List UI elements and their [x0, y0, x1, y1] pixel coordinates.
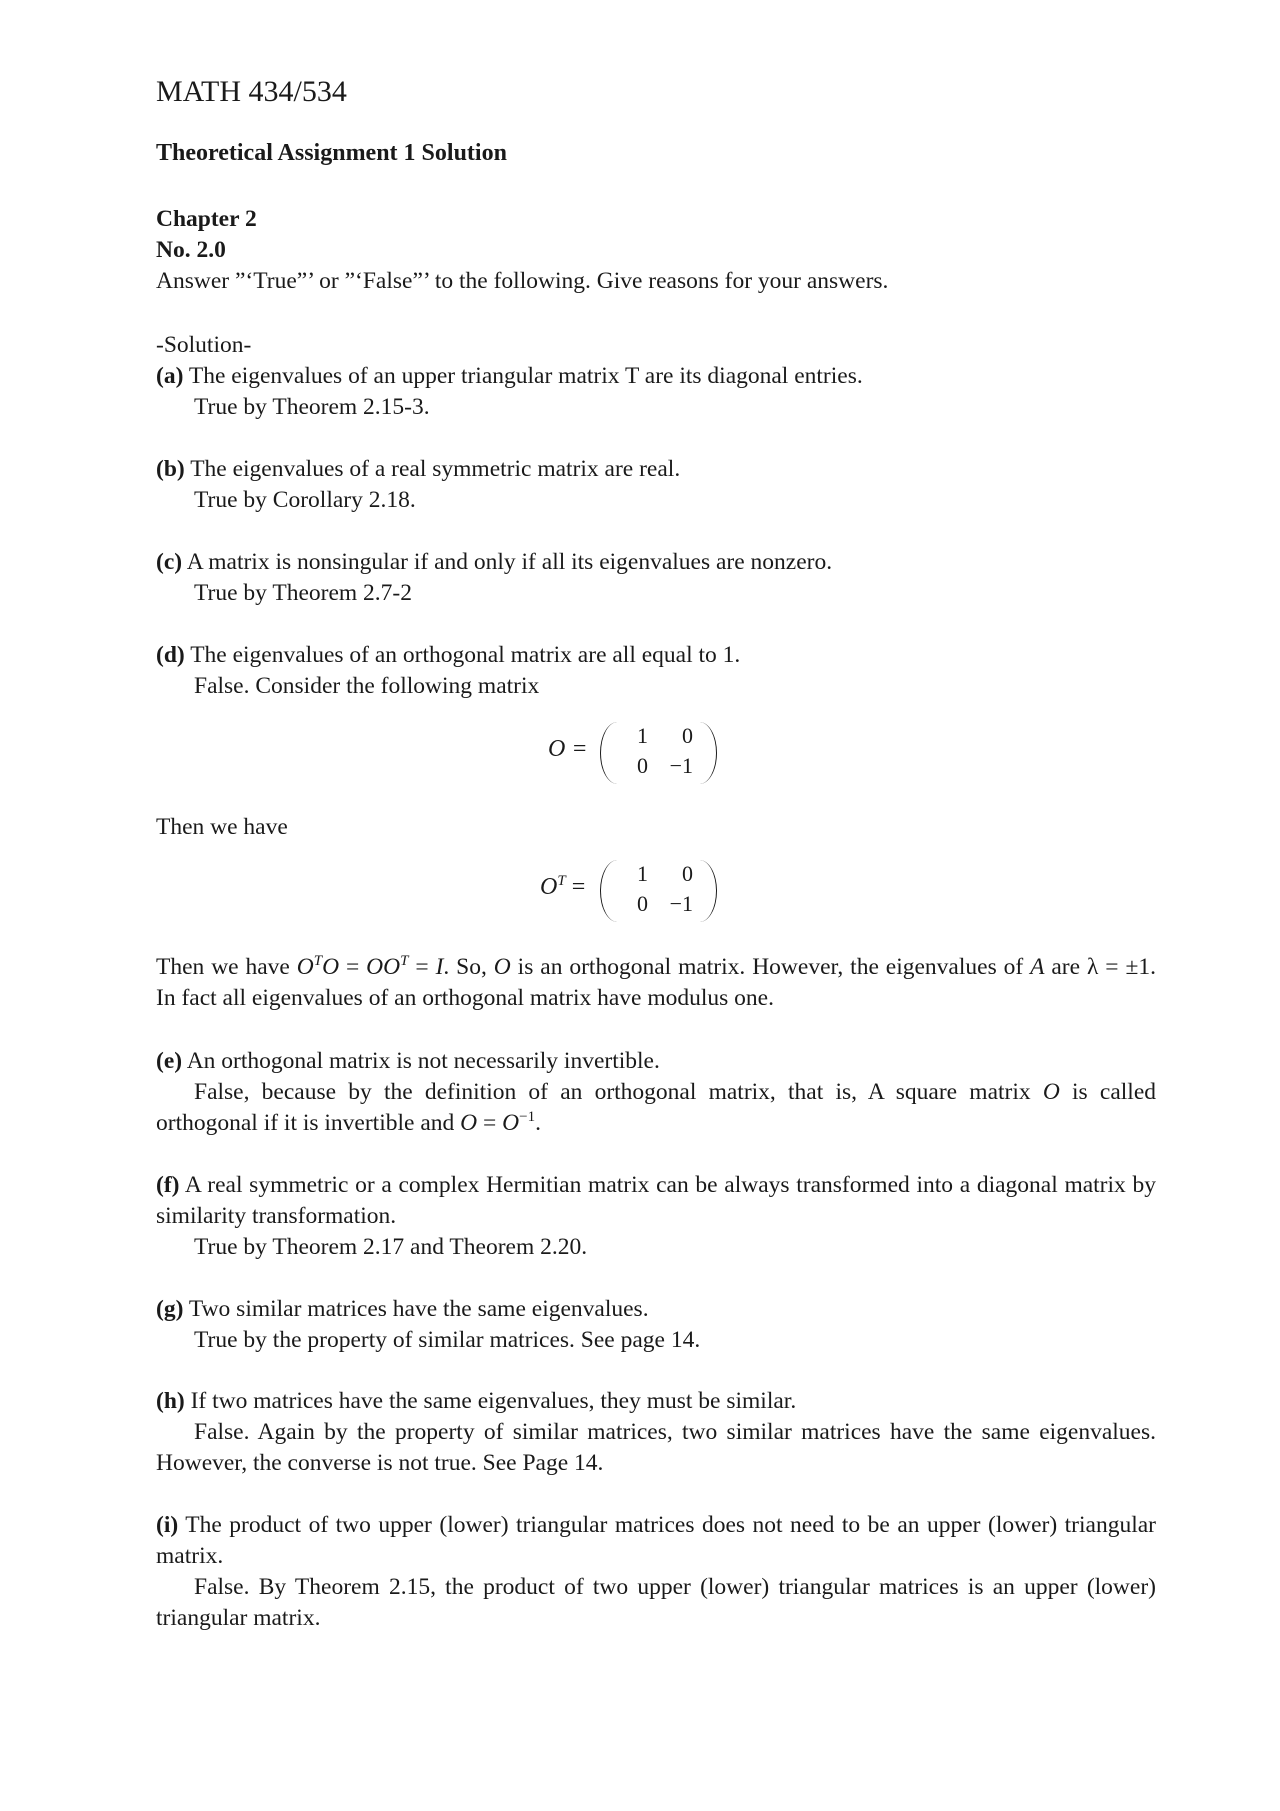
item-answer: False. Consider the following matrix [194, 673, 540, 699]
matrix-O-transpose [540, 858, 730, 928]
matrix-cell: 0 [682, 723, 693, 748]
item-statement: The eigenvalues of an orthogonal matrix are all equal to 1. [190, 642, 741, 668]
item-d [156, 640, 1156, 702]
then-we-have: Then we have [156, 814, 288, 840]
item-answer: False. Again by the property of similar matrices, two similar matrices have the same eigenvalues. However, the converse is not true. See Page 14. [156, 1419, 1156, 1476]
item-d-conclusion: Then we have $O^TO = OO^T = I$. So, O is an orthogonal matrix. However, the eigenvalues of A are λ = ±1. In fact all eigenvalues of an orthogonal matrix have modulus one. [156, 953, 1156, 1011]
item-f [156, 1170, 1156, 1263]
course-code: MATH 434/534 [156, 75, 347, 108]
item-answer: True by the property of similar matrices. See page 14. [194, 1327, 701, 1353]
matrix-cell: 0 [637, 753, 648, 778]
item-label: (f) [156, 1172, 180, 1198]
right-paren [698, 722, 717, 784]
item-statement: An orthogonal matrix is not necessarily invertible. [186, 1048, 660, 1074]
item-label: (a) [156, 363, 184, 389]
intro-section [156, 204, 1156, 297]
item-label: (h) [156, 1388, 185, 1414]
item-statement: If two matrices have the same eigenvalues, they must be similar. [190, 1388, 797, 1414]
item-answer: False, because by the definition of an orthogonal matrix, that is, A square matrix O is called orthogonal if it is invertible and $O = O^{-1}$. [156, 1079, 1156, 1136]
item-h [156, 1386, 1156, 1479]
item-answer: True by Corollary 2.18. [194, 487, 416, 513]
item-label: (i) [156, 1512, 179, 1538]
item-label: (b) [156, 456, 185, 482]
item-answer: True by Theorem 2.17 and Theorem 2.20. [194, 1234, 588, 1260]
item-i [156, 1510, 1156, 1634]
item-statement: A matrix is nonsingular if and only if all its eigenvalues are nonzero. [186, 549, 833, 575]
matrix-cell: 1 [637, 723, 648, 748]
item-a [156, 361, 1156, 423]
item-statement: A real symmetric or a complex Hermitian matrix can be always transformed into a diagonal matrix by similarity transformation. [156, 1172, 1156, 1229]
matrix-label: O = [548, 736, 588, 762]
item-answer: True by Theorem 2.15-3. [194, 394, 430, 420]
solution-label: -Solution- [156, 332, 252, 358]
item-g [156, 1294, 1156, 1356]
matrix-cell: −1 [669, 753, 693, 778]
item-statement: The eigenvalues of an upper triangular matrix T are its diagonal entries. [188, 363, 863, 389]
item-label: (d) [156, 642, 185, 668]
item-answer: False. By Theorem 2.15, the product of two upper (lower) triangular matrices is an upper (lower) triangular matrix. [156, 1574, 1156, 1631]
matrix-cell: −1 [669, 891, 693, 916]
matrix-label: $O^T$ = [540, 873, 586, 900]
item-statement: The product of two upper (lower) triangular matrices does not need to be an upper (lower) triangular matrix. [156, 1512, 1156, 1569]
item-label: (e) [156, 1048, 183, 1074]
item-statement: Two similar matrices have the same eigenvalues. [188, 1296, 649, 1322]
assignment-title: Theoretical Assignment 1 Solution [156, 140, 507, 166]
item-answer: True by Theorem 2.7-2 [194, 580, 413, 606]
item-label: (c) [156, 549, 183, 575]
item-c [156, 547, 1156, 609]
item-statement: The eigenvalues of a real symmetric matrix are real. [190, 456, 681, 482]
right-paren [698, 860, 717, 922]
problem-number: No. 2.0 [156, 237, 226, 263]
item-b [156, 454, 1156, 516]
matrix-O [548, 720, 728, 790]
matrix-cell: 0 [637, 891, 648, 916]
item-label: (g) [156, 1296, 184, 1322]
chapter-heading: Chapter 2 [156, 206, 257, 232]
item-e [156, 1046, 1156, 1139]
matrix-cell: 0 [682, 861, 693, 886]
matrix-cell: 1 [637, 861, 648, 886]
instruction-text: Answer ”‘True”’ or ”‘False”’ to the following. Give reasons for your answers. [156, 268, 889, 294]
